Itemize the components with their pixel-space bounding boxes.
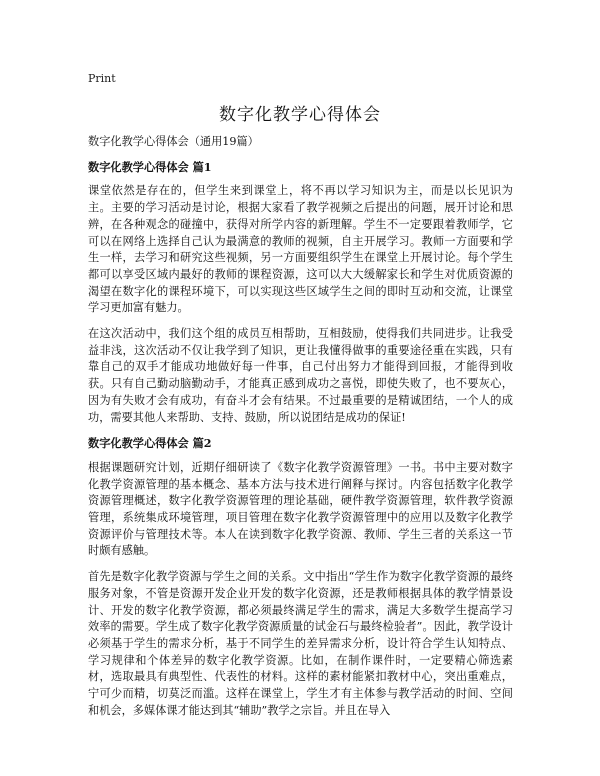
document-subtitle: 数字化教学心得体会（通用19篇）: [88, 135, 259, 148]
section-2-paragraph-1: 根据课题研究计划，近期仔细研读了《数字化教学资源管理》一书。书中主要对数字化教学资源管理的基本概念、基本方法与技术进行阐释与探讨。内容包括数字化教学资源管理概述，数字化教学资源管理的理论基础，硬件教学资源管理，软件教学资源管理，系统集成环境管理，项目管理在数字化教学资源管理中的应用以及数字化教学资源评价与管理技术等。本人在读到数字化教学资源、教师、学生三者的关系这一节时颇有感触。: [88, 460, 513, 558]
section-2-paragraph-2: 首先是数字化教学资源与学生之间的关系。文中指出“学生作为数字化教学资源的最终服务对象，不管是资源开发企业开发的数字化资源，还是教师根据具体的教学情景设计、开发的数字化教学资源，都必须最终满足学生的需求，满足大多数学生提高学习效率的需要。学生成了数字化教学资源质量的试金石与最终检验者”。因此，教学设计必须基于学生的需求分析，基于不同学生的差异需求分析，设计符合学生认知特点、学习规律和个体差异的数字化教学资源。比如，在制作课件时，一定要精心筛选素材，选取最具有典型性、代表性的材料。这样的素材能紧扣教材中心，突出重难点，宁可少而精，切莫泛而滥。这样在课堂上，学生才有主体参与教学活动的时间、空间和机会，多媒体课才能达到其“辅助”教学之宗旨。并且在导入: [88, 570, 513, 717]
page-title: 数字化教学心得体会: [219, 105, 381, 125]
print-label: Print: [88, 72, 116, 85]
section-heading-2: 数字化教学心得体会 篇2: [88, 436, 212, 451]
document-body: [88, 134, 513, 729]
section-1-paragraph-2: 在这次活动中，我们这个组的成员互相帮助，互相鼓励，使得我们共同进步。让我受益非浅，这次活动不仅让我学到了知识，更让我懂得做事的重要途径重在实践，只有靠自己的双手才能成功地做好每一件事，自己付出努力才能得到回报，才能得到收获。只有自己勤动脑勤动手，才能真正感到成功之喜悦，即使失败了，也不要灰心，因为有失败才会有成功，有奋斗才会有结果。不过最重要的是精诚团结，一个人的成功，需要其他人来帮助、支持、鼓励，所以说团结是成功的保证!: [88, 327, 513, 424]
section-heading-1: 数字化教学心得体会 篇1: [88, 159, 212, 174]
section-1-paragraph-1: 课堂依然是存在的，但学生来到课堂上，将不再以学习知识为主，而是以长见识为主。主要的学习活动是讨论，根据大家看了教学视频之后提出的问题，展开讨论和思辨，在各种观念的碰撞中，获得对所学内容的新理解。学生不一定要跟着教师学，它可以在网络上选择自己认为最满意的教师的视频，自主开展学习。教师一方面要和学生一样，去学习和研究这些视频，另一方面要组织学生在课堂上开展讨论。每个学生都可以享受区域内最好的教师的课程资源，这可以大大缓解家长和学生对优质资源的渴望在数字化的课程环境下，可以实现这些区域学生之间的即时互动和交流，让课堂学习更加富有魅力。: [88, 184, 513, 315]
